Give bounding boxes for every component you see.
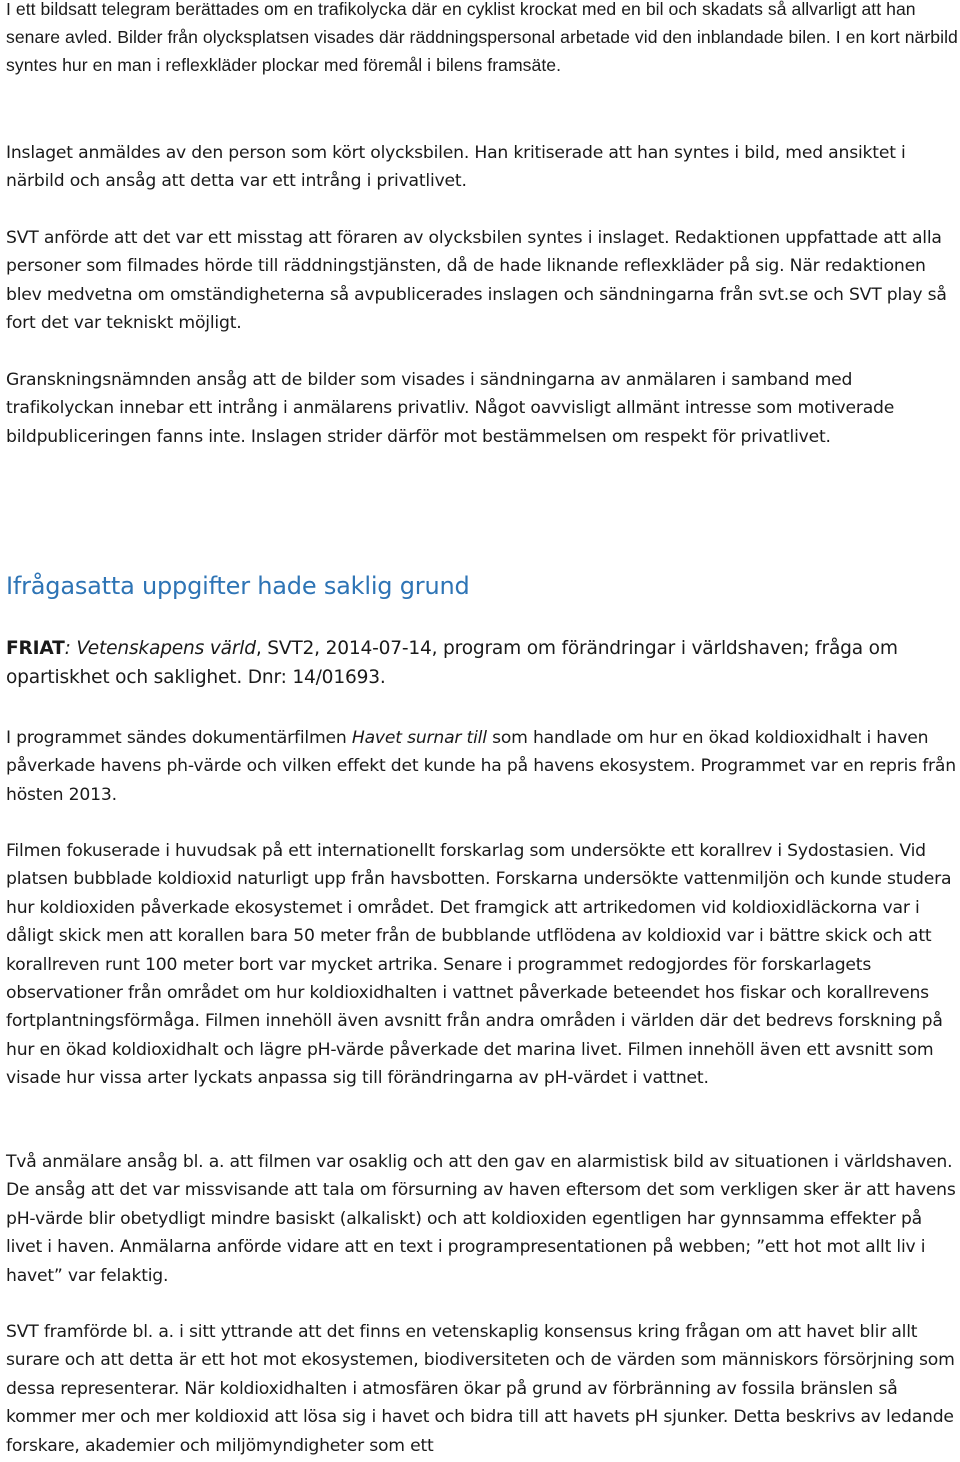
film-title: Havet surnar till bbox=[351, 728, 487, 748]
board-decision-paragraph: Granskningsnämnden ansåg att de bilder som visades i sändningarna av anmälaren i samband med trafikolyckan innebar ett intrång i anmälarens privatliv. Något oavvisligt allmänt intresse som motiverade bildpubliceringen fanns inte. Inslagen strider därför mot bestämmelsen om respekt för privatlivet. bbox=[6, 370, 895, 447]
section-heading: Ifrågasatta uppgifter hade saklig grund bbox=[6, 572, 470, 600]
svt-statement-paragraph: SVT framförde bl. a. i sitt yttrande att det finns en vetenskaplig konsensus kring frågan om att havet blir allt surare och att detta är ett hot mot ekosystemen, biodiversiteten och de värden som människors försörjning som dessa representerar. När koldioxidhalten i atmosfären ökar på grund av förbränning av fossila bränslen så kommer mer och mer koldioxid att lösa sig i havet och bidra till att havets pH sjunker. Detta beskrivs av ledande forskare, akademier och miljömyndigheter som ett bbox=[6, 1322, 955, 1456]
film-description-text: som handlade om hur en ökad koldioxidhalt i haven påverkade havens ph-värde och vilken effekt det kunde ha på havens ekosystem. Programmet var en repris från hösten 2013. bbox=[6, 728, 956, 805]
film-intro-text: I programmet sändes dokumentärfilmen bbox=[6, 728, 352, 748]
film-paragraph bbox=[6, 724, 958, 809]
intro-paragraph: I ett bildsatt telegram berättades om en trafikolycka där en cyklist krockat med en bil och skadats så allvarligt att han senare avled. Bilder från olycksplatsen visades där räddningspersonal arbetade vid den inblandade bilen. I en kort närbild syntes hur en man i reflexkläder plockar med föremål i bilens framsäte. bbox=[6, 0, 958, 76]
verdict-label: FRIAT bbox=[6, 638, 65, 659]
svt-response-paragraph: SVT anförde att det var ett misstag att föraren av olycksbilen syntes i inslaget. Redaktionen uppfattade att alla personer som filmades hörde till räddningstjänsten, då de hade liknande reflexkläder på sig. När redaktionen blev medvetna om omständigheterna så avpublicerades inslagen och sändningarna från svt.se och SVT play så fort det var tekniskt möjligt. bbox=[6, 228, 947, 334]
film-focus-paragraph: Filmen fokuserade i huvudsak på ett internationellt forskarlag som undersökte ett korallrev i Sydostasien. Vid platsen bubblade koldioxid naturligt upp från havsbotten. Forskarna undersökte vattenmiljön och kunde studera hur koldioxiden påverkade ekosystemet i området. Det framgick att artrikedomen vid koldioxidläckorna var i dåligt skick men att korallen bara 50 meter från de bubblande utflödena av koldioxid var i bättre skick och att korallreven runt 100 meter bort var mycket artrika. Senare i programmet redogjordes för forskarlagets observationer från området om hur koldioxidhalten i vattnet påverkade beteendet hos fiskar och korallrevens fortplantningsförmåga. Filmen innehöll även avsnitt från andra områden i världen där det bedrevs forskning på hur en ökad koldioxidhalt och lägre pH-värde påverkade det marina livet. Filmen innehöll även ett avsnitt som visade hur vissa arter lyckats anpassa sig till förändringarna av pH-värdet i vattnet. bbox=[6, 841, 952, 1089]
case-details: , SVT2, 2014-07-14, program om förändringar i världshaven; fråga om opartiskhet och saklighet. Dnr: 14/01693. bbox=[6, 638, 898, 688]
verdict-colon: : bbox=[64, 638, 77, 659]
case-header bbox=[6, 634, 958, 692]
program-title: Vetenskapens värld bbox=[76, 638, 256, 659]
complainants-paragraph: Två anmälare ansåg bl. a. att filmen var osaklig och att den gav en alarmistisk bild av situationen i världshaven. De ansåg att det var missvisande att tala om försurning av haven eftersom det som verkligen sker är att havens pH-värde blir obetydligt mindre basiskt (alkaliskt) och att koldioxiden egentligen har gynnsamma effekter på livet i haven. Anmälarna anförde vidare att en text i programpresentationen på webben; ”ett hot mot allt liv i havet” var felaktig. bbox=[6, 1152, 956, 1286]
complaint-paragraph: Inslaget anmäldes av den person som kört olycksbilen. Han kritiserade att han syntes i bild, med ansiktet i närbild och ansåg att detta var ett intrång i privatlivet. bbox=[6, 143, 906, 192]
